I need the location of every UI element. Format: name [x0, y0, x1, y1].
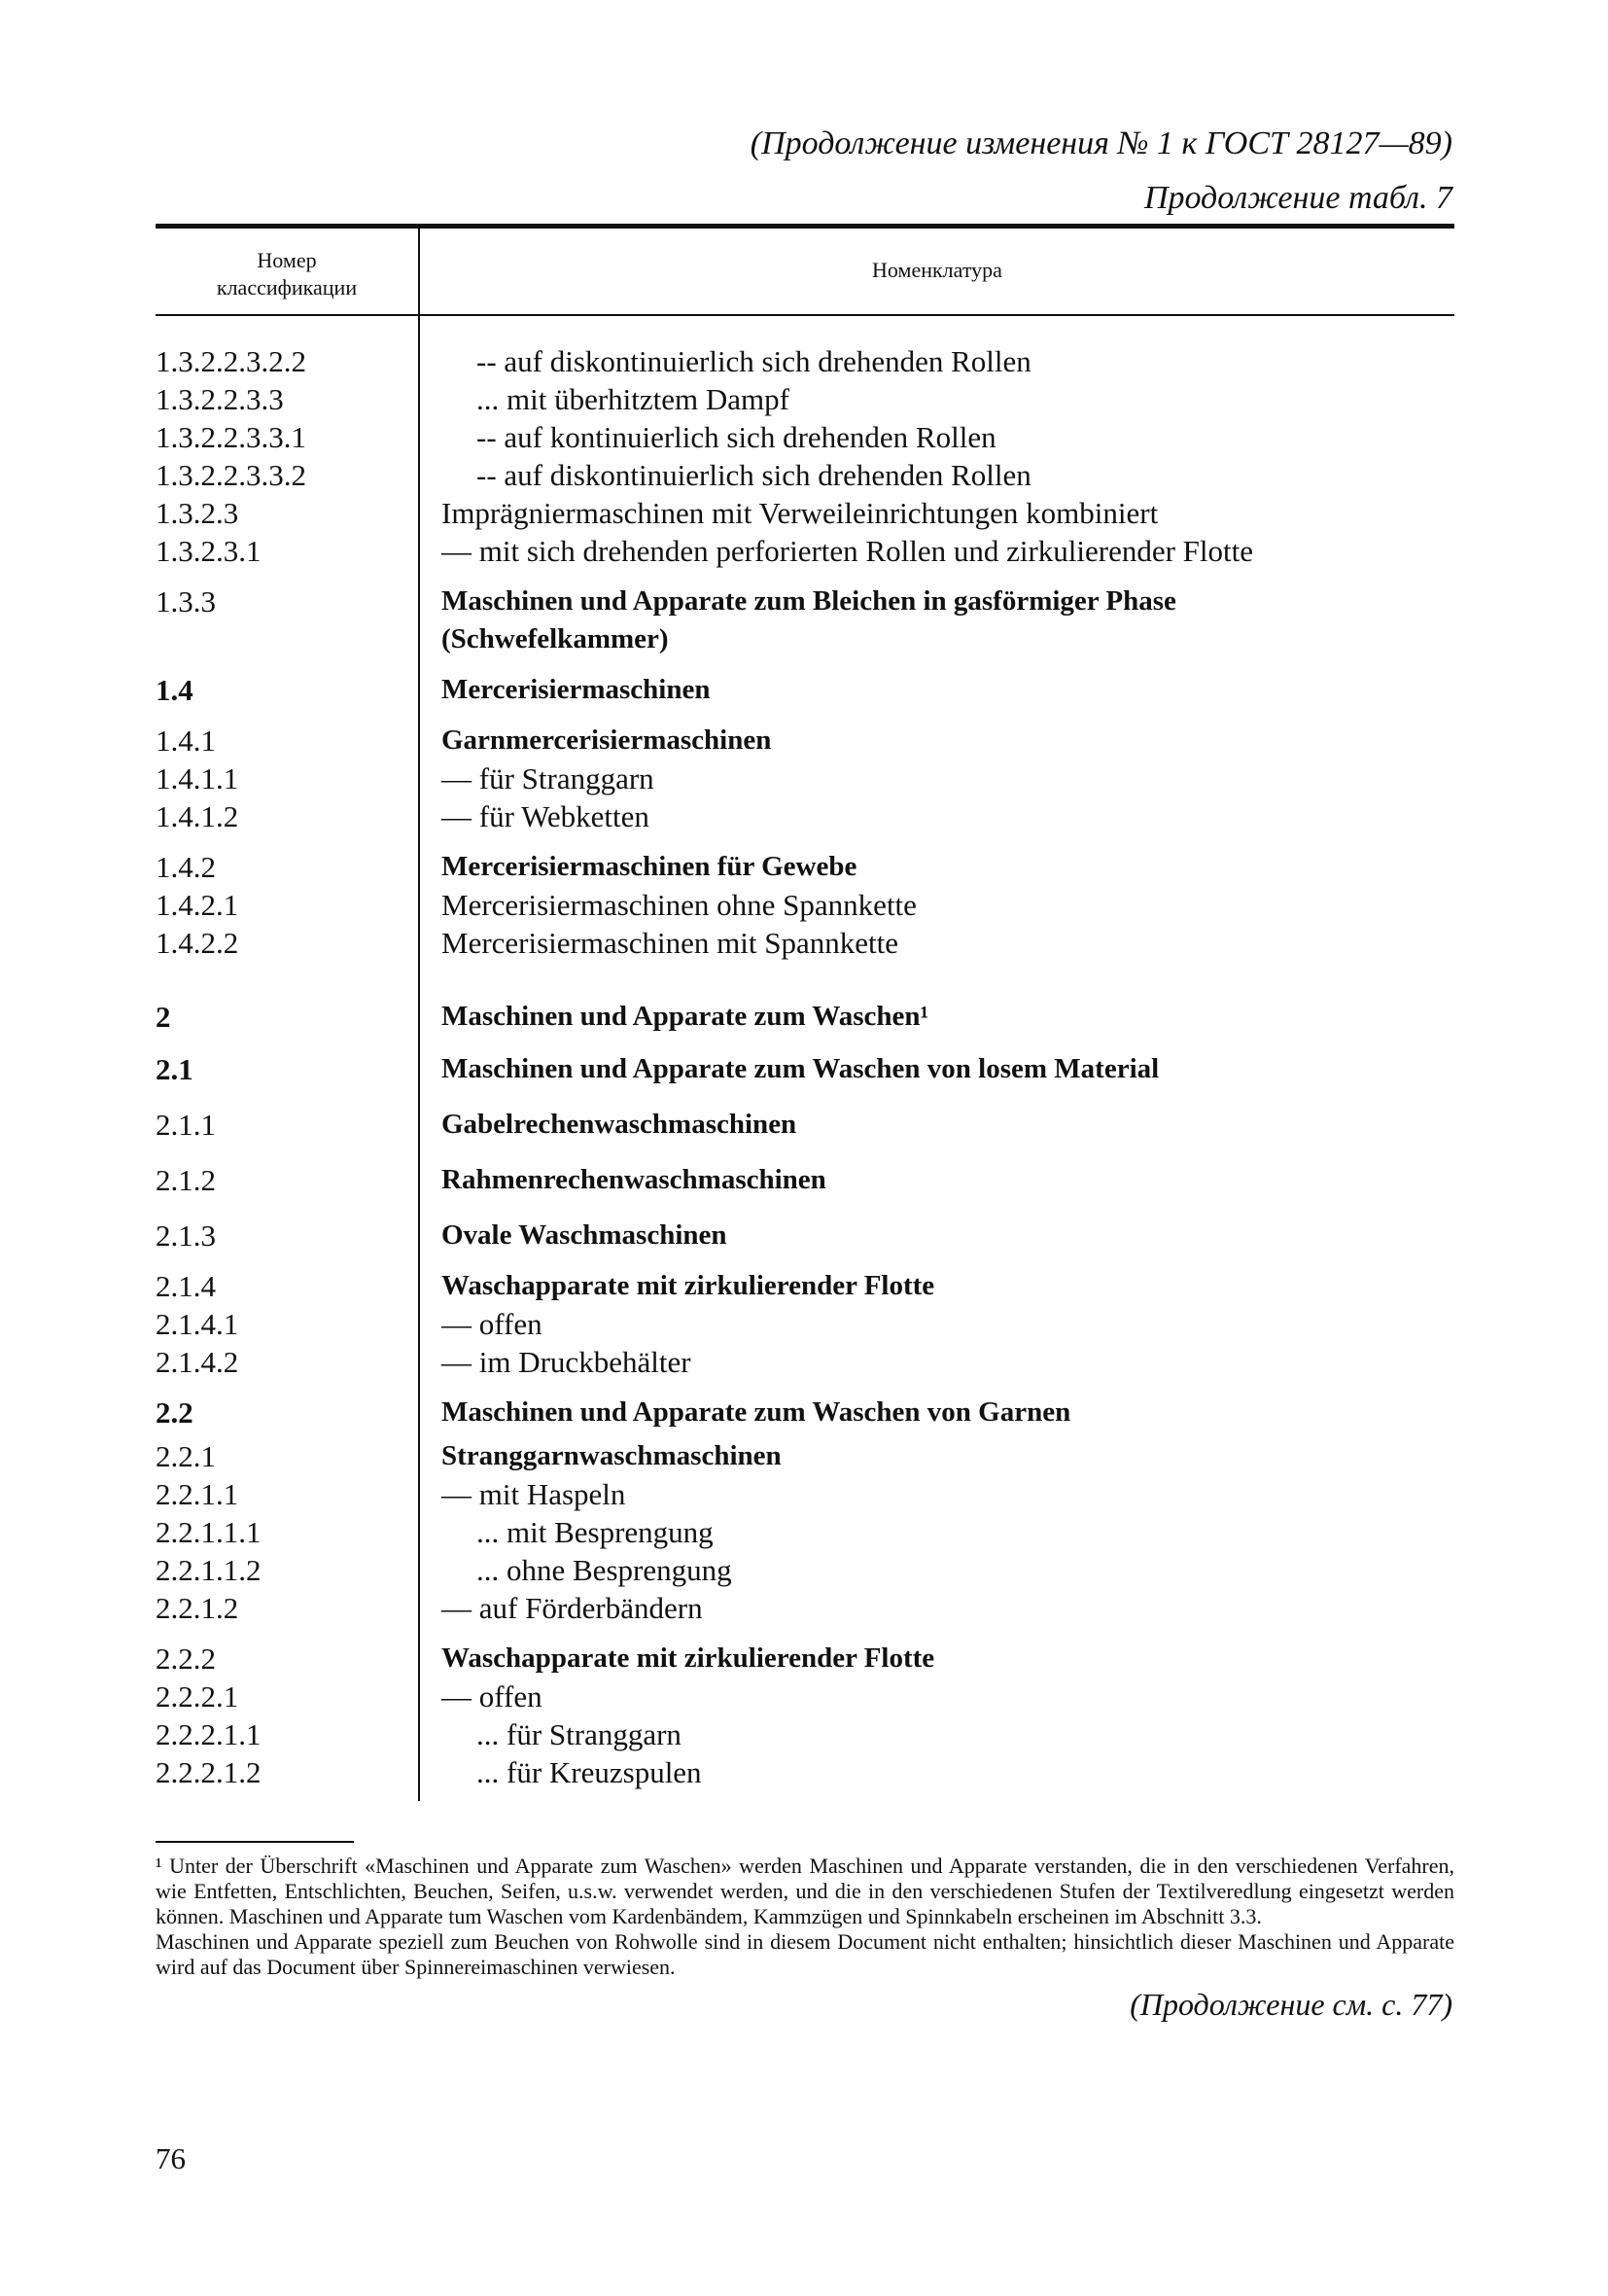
row-text: Garnmercerisiermaschinen — [441, 724, 772, 756]
row-text: — im Druckbehälter — [441, 1345, 691, 1379]
row-number: 1.3.2.3 — [156, 496, 239, 530]
table-row — [156, 583, 1454, 620]
row-text: Gabelrechenwaschmaschinen — [441, 1109, 797, 1140]
row-number: 1.4.2.1 — [156, 888, 239, 922]
row-text: Ovale Waschmaschinen — [441, 1219, 727, 1251]
row-text: Waschapparate mit zirkulierender Flotte — [441, 1270, 935, 1301]
row-number: 1.4.2.2 — [156, 926, 239, 960]
row-number: 2.2.1.1.1 — [156, 1515, 262, 1549]
row-number: 2.1.4.2 — [156, 1345, 239, 1379]
row-text: Maschinen und Apparate zum Waschen¹ — [441, 1001, 929, 1032]
table-row — [156, 620, 1454, 658]
row-text: ... mit Besprengung — [476, 1515, 714, 1549]
page-number: 76 — [156, 2141, 186, 2175]
row-number: 2.1.4.1 — [156, 1307, 239, 1341]
table-row — [156, 1394, 1454, 1431]
row-text: Maschinen und Apparate zum Bleichen in gasförmiger Phase — [441, 585, 1176, 617]
row-number: 2.2.1.2 — [156, 1591, 239, 1625]
table-row — [156, 1050, 1454, 1088]
table-row — [156, 1640, 1454, 1678]
row-text: Imprägniermaschinen mit Verweileinrichtungen kombiniert — [441, 496, 1159, 530]
table-row — [156, 1217, 1454, 1254]
table-continuation-label: Продолжение табл. 7 — [1143, 180, 1452, 216]
row-text: Mercerisiermaschinen ohne Spannkette — [441, 888, 917, 922]
row-number: 1.3.2.2.3.3.2 — [156, 458, 306, 492]
row-number: 1.4.1 — [156, 724, 216, 758]
footnote-separator — [156, 1841, 354, 1843]
row-number: 2.2.2.1.2 — [156, 1755, 262, 1789]
table-row — [156, 1305, 1454, 1343]
column-header-number-line2: классификации — [216, 275, 358, 300]
row-text: — für Webketten — [441, 799, 649, 833]
row-number: 2.2.2.1.1 — [156, 1717, 262, 1751]
row-number: 2.1.2 — [156, 1163, 216, 1197]
row-text: ... für Stranggarn — [476, 1717, 682, 1751]
table-row — [156, 924, 1454, 962]
table-row — [156, 1343, 1454, 1381]
row-text: Waschapparate mit zirkulierender Flotte — [441, 1643, 935, 1674]
row-number: 2.2.2 — [156, 1642, 216, 1676]
row-number: 1.4.1.1 — [156, 761, 239, 795]
row-text: — auf Förderbändern — [441, 1591, 703, 1625]
row-number: 1.3.3 — [156, 584, 216, 618]
column-header-number — [156, 247, 418, 301]
row-text: — mit Haspeln — [441, 1477, 626, 1511]
row-number: 2.2.1.1.2 — [156, 1553, 262, 1587]
table-row — [156, 456, 1454, 494]
table-row — [156, 380, 1454, 418]
footnote-paragraph-2: Maschinen und Apparate speziell zum Beuchen von Rohwolle sind in diesem Document nicht enthalten; hinsichtlich dieser Maschinen und Apparate wird auf das Document über Spinnereimaschinen verwiesen. — [156, 1929, 1454, 1979]
row-number: 2.1 — [156, 1052, 193, 1086]
row-number: 1.3.2.2.3.3 — [156, 382, 284, 416]
row-text: Maschinen und Apparate zum Waschen von Garnen — [441, 1396, 1071, 1428]
row-number: 1.4.2 — [156, 850, 216, 884]
row-text: ... mit überhitztem Dampf — [476, 382, 789, 416]
row-text: Maschinen und Apparate zum Waschen von losem Material — [441, 1053, 1160, 1084]
table-row — [156, 1437, 1454, 1475]
row-number: 1.3.2.2.3.2.2 — [156, 344, 306, 378]
row-text: -- auf diskontinuierlich sich drehenden Rollen — [476, 344, 1031, 378]
table-row — [156, 1161, 1454, 1199]
row-number: 2.2.1 — [156, 1439, 216, 1473]
row-text: Mercerisiermaschinen — [441, 674, 711, 705]
table-row — [156, 1753, 1454, 1791]
row-text: — mit sich drehenden perforierten Rollen und zirkulierender Flotte — [441, 534, 1254, 568]
row-number: 1.4.1.2 — [156, 799, 239, 833]
table-row — [156, 1715, 1454, 1753]
row-number: 1.3.2.2.3.3.1 — [156, 420, 306, 454]
row-text: Rahmenrechenwaschmaschinen — [441, 1164, 826, 1195]
table-row — [156, 759, 1454, 797]
table-row — [156, 1589, 1454, 1627]
table-row — [156, 1267, 1454, 1305]
table-body — [156, 342, 1454, 1791]
row-number: 2.2.2.1 — [156, 1679, 239, 1713]
footnote — [156, 1854, 1454, 1980]
table-header-rule — [156, 314, 1454, 316]
footnote-paragraph-1: ¹ Unter der Überschrift «Maschinen und Apparate zum Waschen» werden Maschinen und Apparate verstanden, die in den verschiedenen Verfahren, wie Entfetten, Entschlichten, Beuchen, Seifen, u.s.w. verwendet werden, und die in den verschiedenen Stufen der Textilveredlung eingesetzt werden können. Maschinen und Apparate tum Waschen vom Kardenbändem, Kammzügen und Spinnkabeln erscheinen im Abschnitt 3.3. — [156, 1854, 1454, 1928]
row-number: 2.1.3 — [156, 1219, 216, 1253]
row-text: — offen — [441, 1679, 542, 1713]
column-header-number-line1: Номер — [257, 248, 317, 272]
table-row — [156, 671, 1454, 709]
column-header-nomenclature: Номенклатура — [872, 258, 1002, 282]
row-number: 1.3.2.3.1 — [156, 534, 262, 568]
table-top-rule — [156, 224, 1454, 229]
row-text: — für Stranggarn — [441, 761, 654, 795]
row-number: 2.1.4 — [156, 1269, 216, 1303]
row-text: Mercerisiermaschinen mit Spannkette — [441, 926, 899, 960]
table-row — [156, 797, 1454, 835]
table-row — [156, 998, 1454, 1036]
row-number: 1.4 — [156, 673, 193, 707]
row-text: (Schwefelkammer) — [441, 623, 669, 654]
row-text: -- auf kontinuierlich sich drehenden Rollen — [476, 420, 996, 454]
table-row — [156, 494, 1454, 532]
row-number: 2 — [156, 1000, 171, 1034]
table-row — [156, 722, 1454, 759]
row-number: 2.1.1 — [156, 1108, 216, 1142]
row-text: -- auf diskontinuierlich sich drehenden Rollen — [476, 458, 1031, 492]
table-row — [156, 848, 1454, 886]
table-row — [156, 1678, 1454, 1715]
table-row — [156, 1106, 1454, 1144]
row-number: 2.2 — [156, 1395, 193, 1430]
table-row — [156, 1551, 1454, 1589]
table-row — [156, 418, 1454, 456]
continuation-note: (Продолжение см. с. 77) — [1130, 1987, 1452, 2022]
table-row — [156, 1513, 1454, 1551]
table-row — [156, 1475, 1454, 1513]
row-text: Mercerisiermaschinen für Gewebe — [441, 851, 857, 882]
table-row — [156, 342, 1454, 380]
row-number: 2.2.1.1 — [156, 1477, 239, 1511]
continuation-header: (Продолжение изменения № 1 к ГОСТ 28127—89) — [750, 125, 1452, 161]
row-text: — offen — [441, 1307, 542, 1341]
row-text: ... für Kreuzspulen — [476, 1755, 702, 1789]
table-row — [156, 886, 1454, 924]
table-row — [156, 532, 1454, 570]
row-text: ... ohne Besprengung — [476, 1553, 732, 1587]
row-text: Stranggarnwaschmaschinen — [441, 1440, 782, 1471]
